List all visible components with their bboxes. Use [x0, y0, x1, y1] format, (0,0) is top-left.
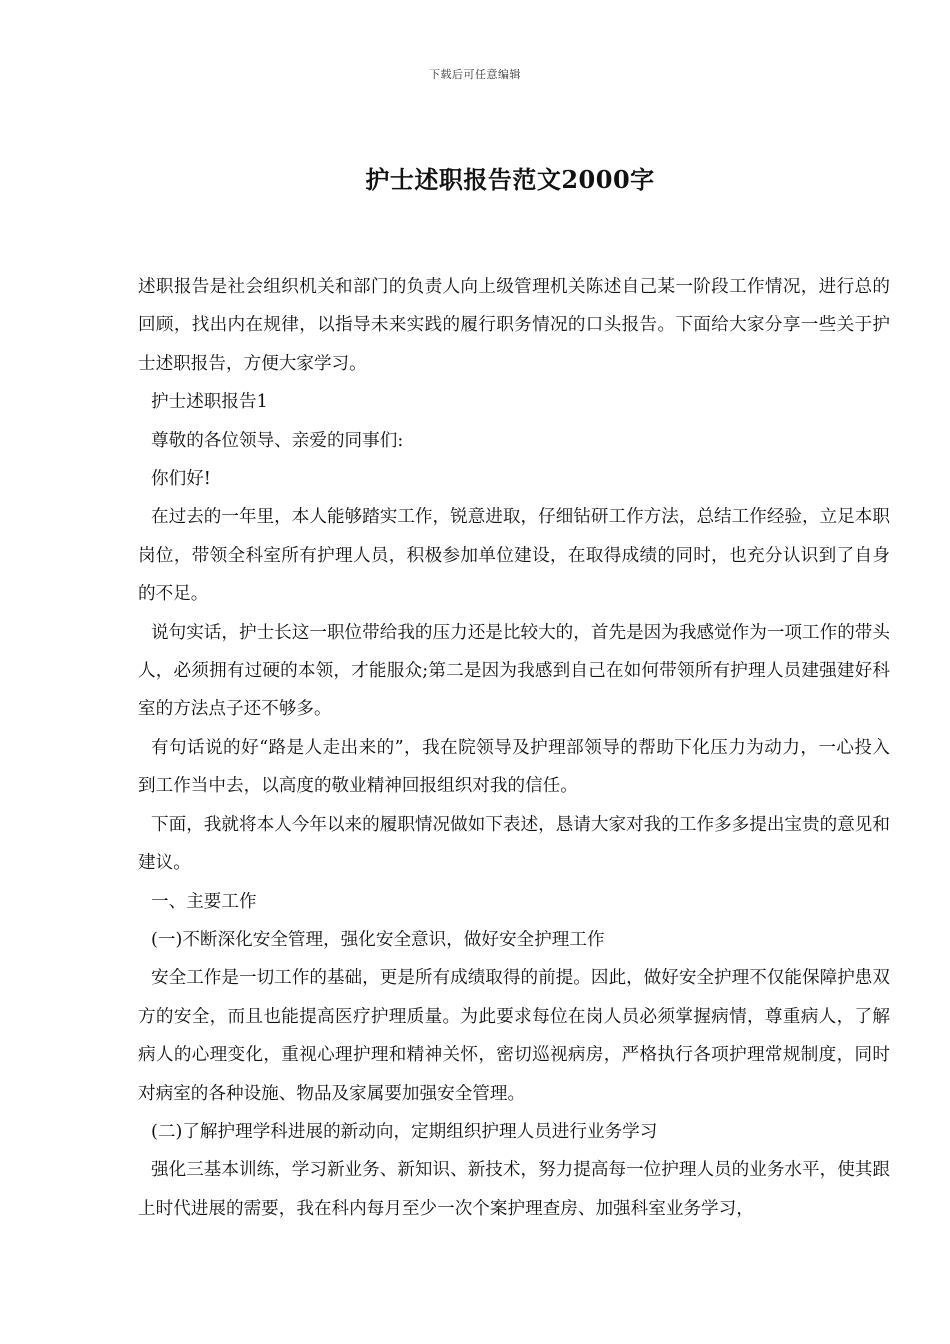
header-note: 下载后可任意编辑 [429, 68, 521, 81]
paragraph: 安全工作是一切工作的基础，更是所有成绩取得的前提。因此，做好安全护理不仅能保障护患双方的安全，而且也能提高医疗护理质量。为此要求每位在岗人员必须掌握病情，尊重病人，了解病人的心理变化，重视心理护理和精神关怀，密切巡视病房，严格执行各项护理常规制度，同时对病室的各种设施、物品及家属要加强安全管理。 [138, 968, 890, 1104]
paragraph: 一、主要工作 [151, 891, 257, 912]
paragraph: 下面，我就将本人今年以来的履职情况做如下表述，恳请大家对我的工作多多提出宝贵的意见和建议。 [138, 814, 890, 874]
paragraph: 说句实话，护士长这一职位带给我的压力还是比较大的，首先是因为我感觉作为一项工作的带头人，必须拥有过硬的本领，才能服众;第二是因为我感到自己在如何带领所有护理人员建强建好科室的方法点子还不够多。 [138, 622, 890, 720]
document-body [138, 268, 890, 1228]
paragraph: 有句话说的好“路是人走出来的”，我在院领导及护理部领导的帮助下化压力为动力，一心投入到工作当中去，以高度的敬业精神回报组织对我的信任。 [138, 737, 890, 797]
paragraph: (二)了解护理学科进展的新动向，定期组织护理人员进行业务学习 [151, 1121, 658, 1142]
paragraph: (一)不断深化安全管理，强化安全意识，做好安全护理工作 [151, 929, 605, 950]
document-title: 护士述职报告范文2000字 [365, 165, 655, 194]
paragraph: 强化三基本训练，学习新业务、新知识、新技术，努力提高每一位护理人员的业务水平，使其跟上时代进展的需要，我在科内每月至少一次个案护理查房、加强科室业务学习， [138, 1160, 890, 1219]
paragraph: 述职报告是社会组织机关和部门的负责人向上级管理机关陈述自己某一阶段工作情况，进行总的回顾，找出内在规律，以指导未来实践的履行职务情况的口头报告。下面给大家分享一些关于护士述职报告，方便大家学习。 [138, 277, 890, 374]
paragraph: 尊敬的各位领导、亲爱的同事们: [151, 430, 404, 451]
paragraph: 你们好! [151, 469, 211, 490]
paragraph: 护士述职报告1 [151, 392, 268, 413]
paragraph: 在过去的一年里，本人能够踏实工作，锐意进取，仔细钻研工作方法，总结工作经验，立足本职岗位，带领全科室所有护理人员，积极参加单位建设，在取得成绩的同时，也充分认识到了自身的不足。 [138, 507, 890, 605]
